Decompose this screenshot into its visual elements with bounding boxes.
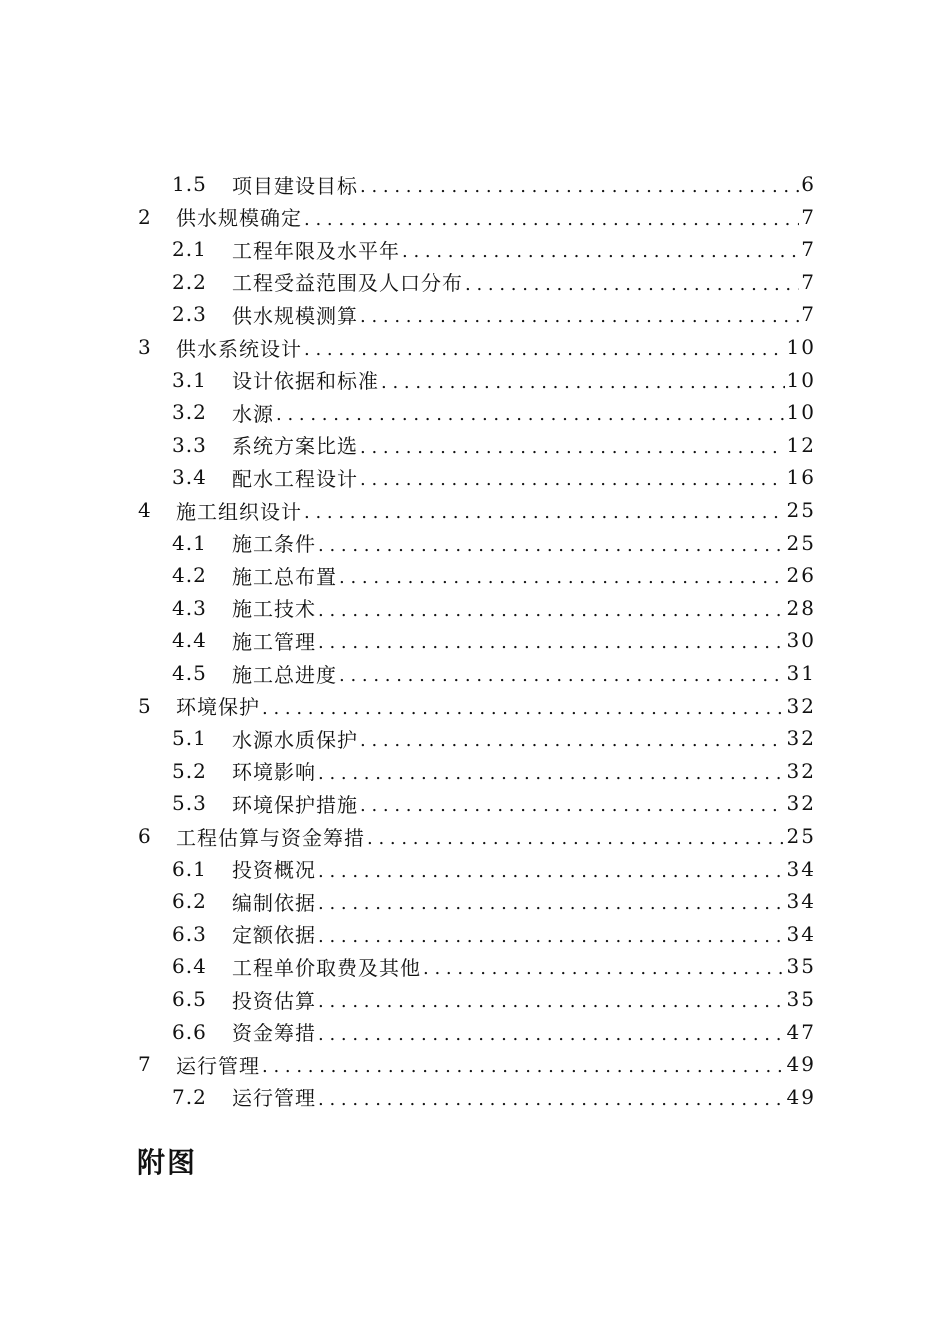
toc-entry-page-number: 34 [786, 856, 816, 881]
toc-entry-page-number: 49 [786, 1084, 816, 1109]
toc-dot-leader [318, 926, 785, 950]
toc-dot-leader [304, 339, 785, 363]
toc-entry-title: 工程受益范围及人口分布 [232, 271, 463, 296]
toc-entry-number: 3.2 [172, 400, 207, 425]
toc-entry-page-number: 30 [786, 628, 816, 653]
toc-section-entry[interactable] [172, 266, 816, 298]
toc-entry-page-number: 10 [786, 335, 816, 359]
toc-entry-number: 2.2 [172, 269, 207, 294]
toc-entry-number: 6.1 [172, 856, 207, 881]
toc-chapter-entry[interactable] [138, 331, 816, 363]
toc-entry-title: 供水规模测算 [232, 303, 358, 328]
toc-dot-leader [318, 1089, 785, 1113]
toc-entry-number: 2 [138, 204, 152, 229]
toc-entry-title: 运行管理 [176, 1053, 260, 1078]
toc-section-entry[interactable] [172, 983, 816, 1015]
toc-entry-title: 编制依据 [232, 890, 316, 915]
toc-entry-title: 项目建设目标 [232, 173, 358, 198]
toc-section-entry[interactable] [172, 624, 816, 656]
toc-entry-title: 供水规模确定 [176, 206, 302, 231]
toc-dot-leader [339, 665, 785, 689]
toc-dot-leader [318, 893, 785, 917]
toc-entry-number: 4.1 [172, 530, 207, 555]
toc-entry-title: 运行管理 [232, 1086, 316, 1111]
toc-dot-leader [318, 861, 785, 885]
toc-dot-leader [465, 274, 799, 298]
toc-entry-page-number: 34 [786, 921, 816, 946]
toc-section-entry[interactable] [172, 787, 816, 819]
toc-entry-number: 6.2 [172, 889, 207, 914]
toc-entry-number: 6.5 [172, 987, 207, 1011]
toc-section-entry[interactable] [172, 885, 816, 917]
toc-entry-title: 环境保护措施 [232, 792, 358, 817]
toc-entry-page-number: 6 [801, 172, 816, 196]
toc-dot-leader [318, 1024, 785, 1048]
toc-dot-leader [318, 632, 785, 656]
toc-dot-leader [262, 1056, 785, 1080]
toc-section-entry[interactable] [172, 396, 816, 428]
toc-entry-number: 4.5 [172, 661, 207, 685]
toc-dot-leader [360, 730, 785, 754]
toc-entry-number: 5.2 [172, 758, 207, 783]
toc-section-entry[interactable] [172, 233, 816, 265]
toc-entry-title: 施工技术 [232, 597, 316, 622]
toc-entry-title: 投资概况 [232, 858, 316, 883]
toc-entry-number: 6.3 [172, 921, 207, 946]
toc-section-entry[interactable] [172, 1016, 816, 1048]
toc-dot-leader [402, 241, 799, 265]
toc-section-entry[interactable] [172, 950, 816, 982]
toc-entry-page-number: 25 [786, 498, 816, 522]
toc-entry-title: 设计依据和标准 [232, 369, 379, 394]
toc-entry-page-number: 7 [801, 269, 816, 294]
toc-section-entry[interactable] [172, 527, 816, 559]
toc-entry-title: 资金筹措 [232, 1021, 316, 1046]
toc-entry-page-number: 47 [786, 1019, 816, 1044]
toc-dot-leader [360, 306, 799, 330]
toc-entry-page-number: 25 [786, 530, 816, 555]
toc-entry-number: 4.3 [172, 595, 207, 620]
toc-entry-page-number: 32 [786, 726, 816, 751]
toc-dot-leader [318, 991, 785, 1015]
toc-section-entry[interactable] [172, 592, 816, 624]
toc-entry-number: 5 [138, 693, 152, 718]
toc-entry-number: 3.3 [172, 432, 207, 457]
toc-chapter-entry[interactable] [138, 201, 816, 233]
toc-chapter-entry[interactable] [138, 820, 816, 852]
toc-entry-page-number: 31 [786, 661, 816, 685]
toc-entry-number: 4 [138, 498, 152, 522]
toc-entry-page-number: 7 [801, 204, 816, 229]
toc-section-entry[interactable] [172, 657, 816, 689]
toc-entry-page-number: 10 [786, 367, 816, 392]
toc-entry-number: 3.1 [172, 367, 207, 392]
toc-dot-leader [381, 372, 785, 396]
toc-section-entry[interactable] [172, 429, 816, 461]
toc-entry-title: 工程单价取费及其他 [232, 955, 421, 980]
toc-entry-page-number: 12 [786, 432, 816, 457]
toc-entry-title: 工程估算与资金筹措 [176, 825, 365, 850]
toc-entry-number: 3 [138, 335, 152, 359]
toc-dot-leader [360, 795, 785, 819]
toc-dot-leader [318, 600, 785, 624]
toc-entry-title: 投资估算 [232, 988, 316, 1013]
toc-section-entry[interactable] [172, 918, 816, 950]
toc-entry-page-number: 49 [786, 1052, 816, 1077]
toc-dot-leader [262, 698, 785, 722]
toc-entry-title: 配水工程设计 [232, 466, 358, 491]
appendix-heading: 附图 [137, 1146, 198, 1179]
toc-entry-number: 6.4 [172, 954, 207, 979]
toc-entry-title: 工程年限及水平年 [232, 238, 400, 263]
toc-entry-number: 3.4 [172, 465, 207, 490]
toc-dot-leader [360, 176, 799, 200]
toc-section-entry[interactable] [172, 755, 816, 787]
toc-entry-title: 施工总布置 [232, 564, 337, 589]
toc-chapter-entry[interactable] [138, 494, 816, 526]
toc-entry-number: 4.4 [172, 628, 207, 653]
toc-entry-number: 6 [138, 824, 152, 848]
toc-entry-page-number: 35 [786, 954, 816, 979]
toc-entry-title: 水源水质保护 [232, 727, 358, 752]
toc-entry-page-number: 28 [786, 595, 816, 620]
toc-dot-leader [318, 535, 785, 559]
toc-chapter-entry[interactable] [138, 1048, 816, 1080]
toc-section-entry[interactable] [172, 722, 816, 754]
toc-section-entry[interactable] [172, 461, 816, 493]
toc-entry-title: 施工总进度 [232, 662, 337, 687]
toc-entry-page-number: 26 [786, 563, 816, 588]
toc-dot-leader [423, 958, 785, 982]
toc-entry-title: 环境保护 [176, 695, 260, 720]
toc-entry-page-number: 7 [801, 302, 816, 327]
toc-dot-leader [304, 502, 785, 526]
toc-dot-leader [304, 209, 799, 233]
toc-section-entry[interactable] [172, 853, 816, 885]
toc-entry-title: 施工条件 [232, 532, 316, 557]
toc-dot-leader [360, 469, 785, 493]
toc-entry-page-number: 10 [786, 400, 816, 425]
toc-entry-number: 7.2 [172, 1084, 207, 1109]
toc-section-entry[interactable] [172, 1081, 816, 1113]
toc-chapter-entry[interactable] [138, 690, 816, 722]
toc-entry-number: 5.3 [172, 791, 207, 816]
toc-dot-leader [318, 763, 785, 787]
toc-entry-number: 6.6 [172, 1019, 207, 1044]
toc-entry-page-number: 34 [786, 889, 816, 914]
toc-entry-title: 供水系统设计 [176, 336, 302, 361]
toc-entry-page-number: 16 [786, 465, 816, 490]
toc-entry-number: 2.1 [172, 237, 207, 262]
toc-dot-leader [367, 828, 785, 852]
toc-section-entry[interactable] [172, 168, 816, 200]
toc-dot-leader [339, 567, 785, 591]
toc-entry-page-number: 35 [786, 987, 816, 1011]
toc-dot-leader [276, 404, 785, 428]
toc-entry-number: 2.3 [172, 302, 207, 327]
toc-entry-title: 水源 [232, 401, 274, 426]
toc-entry-title: 施工组织设计 [176, 499, 302, 524]
toc-entry-number: 5.1 [172, 726, 207, 751]
toc-entry-title: 施工管理 [232, 629, 316, 654]
toc-section-entry[interactable] [172, 298, 816, 330]
toc-entry-number: 1.5 [172, 172, 207, 196]
toc-entry-page-number: 7 [801, 237, 816, 262]
toc-section-entry[interactable] [172, 364, 816, 396]
toc-section-entry[interactable] [172, 559, 816, 591]
toc-entry-title: 系统方案比选 [232, 434, 358, 459]
toc-entry-number: 4.2 [172, 563, 207, 588]
toc-entry-page-number: 32 [786, 758, 816, 783]
toc-entry-page-number: 32 [786, 791, 816, 816]
toc-entry-page-number: 25 [786, 824, 816, 848]
toc-dot-leader [360, 437, 785, 461]
toc-entry-title: 环境影响 [232, 760, 316, 785]
toc-entry-title: 定额依据 [232, 923, 316, 948]
toc-entry-page-number: 32 [786, 693, 816, 718]
toc-entry-number: 7 [138, 1052, 152, 1077]
